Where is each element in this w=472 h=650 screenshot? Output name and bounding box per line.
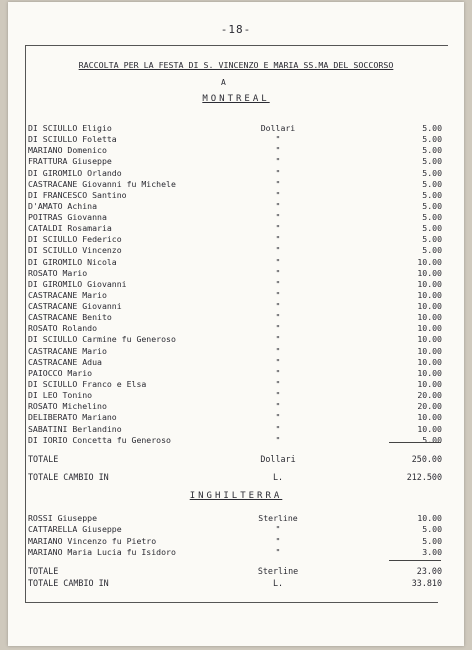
donor-name: ROSATO Michelino [28, 401, 107, 412]
change-label: TOTALE CAMBIO IN [28, 578, 109, 588]
amount: 10.00 [417, 256, 442, 267]
currency: " [275, 345, 281, 356]
amount: 5.00 [422, 178, 442, 189]
list-row [8, 379, 464, 390]
currency: " [275, 134, 281, 145]
document-title: RACCOLTA PER LA FESTA DI S. VINCENZO E MARIA SS.MA DEL SOCCORSO [78, 60, 394, 70]
donor-name: SABATINI Berlandino [28, 423, 122, 434]
donor-name: DI FRANCESCO Santino [28, 189, 127, 200]
currency: " [275, 378, 281, 389]
donor-name: DI SCIULLO Carmine fu Generoso [28, 334, 176, 345]
currency: " [275, 278, 281, 289]
amount: 10.00 [417, 378, 442, 389]
donor-name: CASTRACANE Giovanni fu Michele [28, 178, 176, 189]
currency: " [275, 434, 281, 445]
donor-name: DI GIROMILO Giovanni [28, 278, 127, 289]
change-currency: L. [272, 472, 284, 482]
change-label: TOTALE CAMBIO IN [28, 472, 109, 482]
currency: " [275, 234, 281, 245]
currency: " [275, 367, 281, 378]
donor-name: DI SCIULLO Eligio [28, 123, 112, 133]
donor-name: DI LEO Tonino [28, 390, 93, 401]
amount: 5.00 [422, 156, 442, 167]
currency: " [275, 289, 281, 300]
list-row [8, 323, 464, 334]
amount: 10.00 [417, 289, 442, 300]
total-currency: Dollari [260, 454, 296, 464]
list-row [8, 536, 464, 547]
list-row [8, 368, 464, 379]
donor-name: CASTRACANE Giovanni [28, 301, 122, 312]
amount: 5.00 [422, 123, 442, 133]
currency: " [275, 267, 281, 278]
amount: 5.00 [422, 245, 442, 256]
list-row [8, 145, 464, 156]
change-amount: 33.810 [411, 578, 442, 588]
donor-name: MARIANO Domenico [28, 145, 107, 156]
list-row [8, 257, 464, 268]
currency: " [275, 167, 281, 178]
list-row [8, 179, 464, 190]
currency: " [275, 223, 281, 234]
list-row [8, 435, 464, 446]
list-row [8, 334, 464, 345]
donor-name: MARIANO Maria Lucia fu Isidoro [28, 546, 176, 557]
currency: " [275, 156, 281, 167]
amount: 20.00 [417, 401, 442, 412]
amount: 10.00 [417, 267, 442, 278]
list-row [8, 156, 464, 167]
donor-name: CATTARELLA Giuseppe [28, 524, 122, 535]
amount: 5.00 [422, 234, 442, 245]
donor-name: CASTRACANE Benito [28, 312, 112, 323]
list-row [8, 290, 464, 301]
currency: Dollari [260, 123, 296, 133]
total-rule-england [389, 560, 441, 561]
list-row [8, 234, 464, 245]
currency: " [275, 412, 281, 423]
amount: 10.00 [417, 412, 442, 423]
currency: " [275, 301, 281, 312]
change-row-montreal [8, 472, 464, 483]
amount: 3.00 [422, 546, 442, 557]
amount: 5.00 [422, 134, 442, 145]
list-row [8, 424, 464, 435]
donor-name: DI IORIO Concetta fu Generoso [28, 434, 171, 445]
currency: " [275, 200, 281, 211]
donor-name: POITRAS Giovanna [28, 212, 107, 223]
list-row [8, 123, 464, 134]
amount: 20.00 [417, 390, 442, 401]
currency: Sterline [258, 513, 298, 523]
list-row [8, 524, 464, 535]
list-row [8, 134, 464, 145]
currency: " [275, 356, 281, 367]
section-title-england: INGHILTERRA [189, 491, 283, 501]
amount: 5.00 [422, 212, 442, 223]
list-row [8, 513, 464, 524]
amount: 5.00 [422, 535, 442, 546]
currency: " [275, 334, 281, 345]
list-row [8, 312, 464, 323]
donor-name: DI SCIULLO Federico [28, 234, 122, 245]
list-row [8, 190, 464, 201]
list-row [8, 412, 464, 423]
amount: 5.00 [422, 524, 442, 535]
amount: 10.00 [417, 345, 442, 356]
amount: 5.00 [422, 167, 442, 178]
amount: 10.00 [417, 323, 442, 334]
amount: 5.00 [422, 189, 442, 200]
donor-name: DI SCIULLO Vincenzo [28, 245, 122, 256]
change-row-england [8, 578, 464, 589]
donor-name: ROSSI Giuseppe [28, 513, 98, 523]
donor-name: CASTRACANE Mario [28, 289, 107, 300]
currency: " [275, 256, 281, 267]
currency: " [275, 401, 281, 412]
total-row-england [8, 566, 464, 577]
donor-name: CASTRACANE Adua [28, 356, 102, 367]
donor-name: DELIBERATO Mariano [28, 412, 117, 423]
amount: 10.00 [417, 513, 442, 523]
donor-name: D'AMATO Achina [28, 200, 98, 211]
change-amount: 212.500 [406, 472, 442, 482]
amount: 10.00 [417, 423, 442, 434]
total-rule-montreal [389, 442, 441, 443]
amount: 5.00 [422, 145, 442, 156]
currency: " [275, 189, 281, 200]
amount: 5.00 [422, 434, 442, 445]
currency: " [275, 535, 281, 546]
currency: " [275, 524, 281, 535]
list-row [8, 168, 464, 179]
donor-name: CASTRACANE Mario [28, 345, 107, 356]
list-row [8, 201, 464, 212]
total-amount: 250.00 [411, 454, 442, 464]
total-amount: 23.00 [416, 566, 442, 576]
amount: 10.00 [417, 301, 442, 312]
currency: " [275, 212, 281, 223]
amount: 5.00 [422, 223, 442, 234]
letter-note: A [221, 78, 226, 87]
list-row [8, 212, 464, 223]
list-row [8, 357, 464, 368]
donor-name: ROSATO Mario [28, 267, 88, 278]
currency: " [275, 312, 281, 323]
list-row [8, 268, 464, 279]
currency: " [275, 546, 281, 557]
amount: 10.00 [417, 356, 442, 367]
currency: " [275, 245, 281, 256]
donor-name: DI GIROMILO Orlando [28, 167, 122, 178]
donor-name: ROSATO Rolando [28, 323, 98, 334]
list-row [8, 401, 464, 412]
amount: 10.00 [417, 334, 442, 345]
total-label: TOTALE [28, 566, 59, 576]
change-currency: L. [272, 578, 284, 588]
currency: " [275, 145, 281, 156]
donor-name: DI SCIULLO Franco e Elsa [28, 378, 147, 389]
total-currency: Sterline [257, 566, 299, 576]
document-page [8, 2, 464, 646]
list-row [8, 279, 464, 290]
donor-name: DI SCIULLO Foletta [28, 134, 117, 145]
list-row [8, 346, 464, 357]
list-row [8, 245, 464, 256]
currency: " [275, 178, 281, 189]
amount: 5.00 [422, 200, 442, 211]
donor-name: DI GIROMILO Nicola [28, 256, 117, 267]
total-label: TOTALE [28, 454, 59, 464]
donor-name: CATALDI Rosamaria [28, 223, 112, 234]
amount: 10.00 [417, 278, 442, 289]
donor-name: PAIOCCO Mario [28, 367, 93, 378]
section-title-montreal: MONTREAL [202, 94, 270, 104]
amount: 10.00 [417, 312, 442, 323]
amount: 10.00 [417, 367, 442, 378]
donor-name: FRATTURA Giuseppe [28, 156, 112, 167]
currency: " [275, 390, 281, 401]
total-row-montreal [8, 454, 464, 465]
list-row [8, 547, 464, 558]
page-frame-bottom [25, 602, 438, 603]
list-row [8, 301, 464, 312]
list-row [8, 223, 464, 234]
currency: " [275, 423, 281, 434]
currency: " [275, 323, 281, 334]
donor-name: MARIANO Vincenzo fu Pietro [28, 535, 157, 546]
page-number: -18- [220, 23, 252, 36]
list-row [8, 390, 464, 401]
